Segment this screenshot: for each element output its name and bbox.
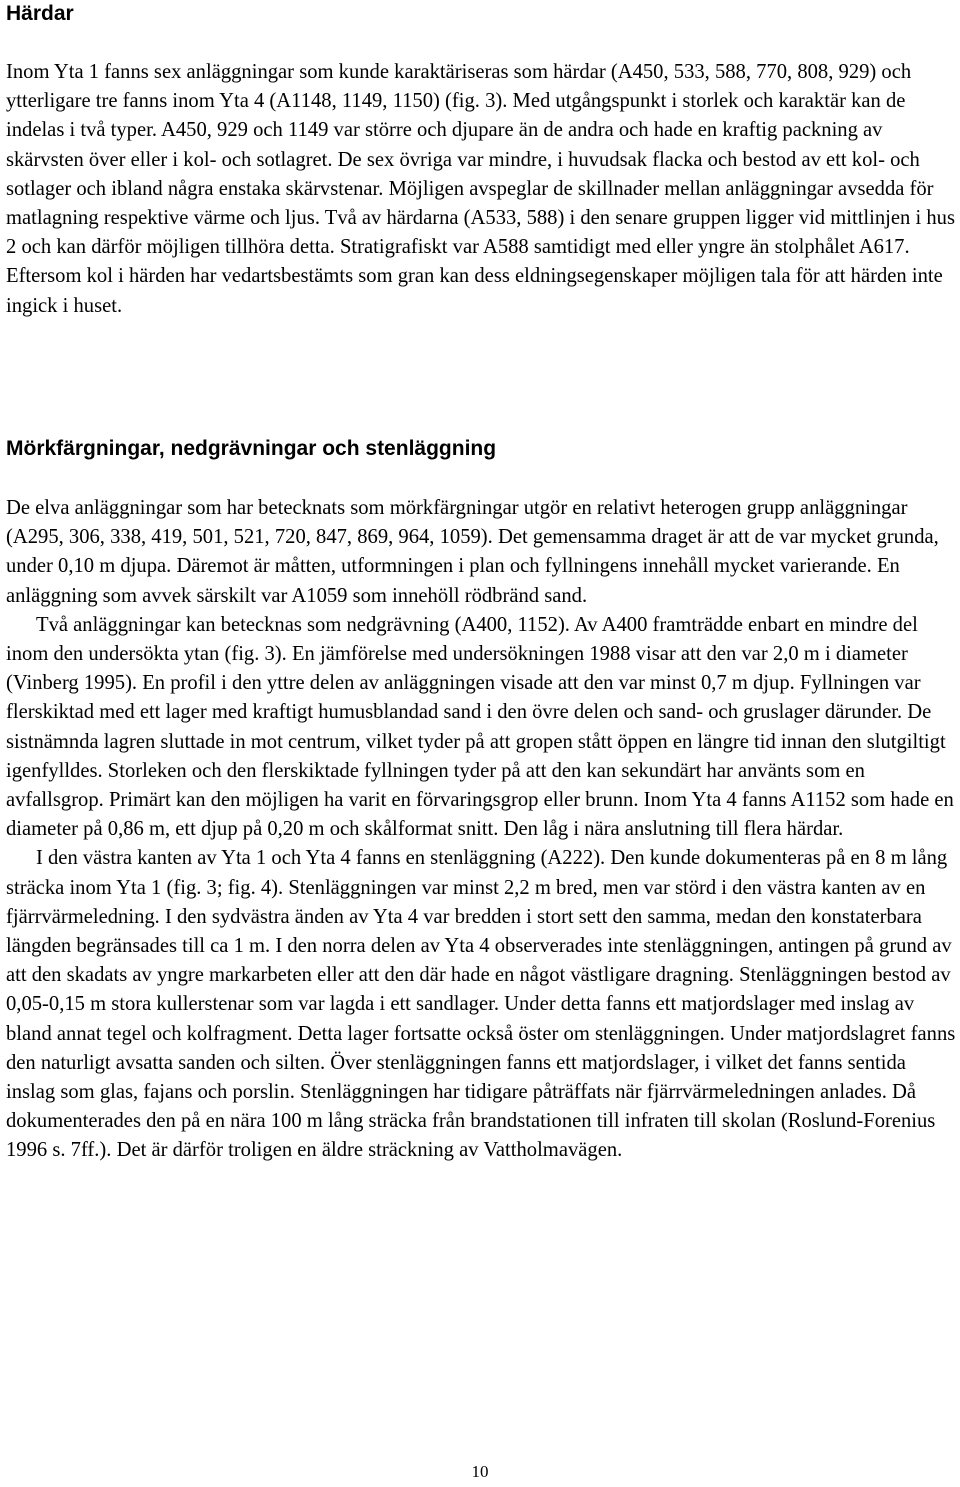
paragraph: I den västra kanten av Yta 1 och Yta 4 fanns en stenläggning (A222). Den kunde dokumenteras på en 8 m lång sträcka inom Yta 1 (fig. 3; fig. 4). Stenläggningen var minst 2,2 m bred, men var störd i den västra kanten av en fjärrvärmeledning. I den sydvästra änden av Yta 4 var bredden i stort sett den samma, medan den konstaterbara längden begränsades till ca 1 m. I den norra delen av Yta 4 observerades inte stenläggningen, antingen på grund av att den skadats av yngre markarbeten eller att den där hade en något västligare dragning. Stenläggningen bestod av 0,05-0,15 m stora kullerstenar som var lagda i ett sandlager. Under detta fanns ett matjordslager med inslag av bland annat tegel och kolfragment. Detta lager fortsatte också öster om stenläggningen. Under matjordslagret fanns den naturligt avsatta sanden och silten. Över stenläggningen fanns ett matjordslager, i vilket det fanns sentida inslag som glas, fajans och porslin. Stenläggningen har tidigare påträffats när fjärrvärmeledningen anlades. Då dokumenterades den på en nära 100 m lång sträcka från brandstationen till infraten till skolan (Roslund-Forenius 1996 s. 7ff.). Det är därför troligen en äldre sträckning av Vattholmavägen.: [6, 847, 956, 1162]
section-heading-morkfargningar: Mörkfärgningar, nedgrävningar och stenläggning: [6, 437, 497, 460]
section-body-morkfargningar: [6, 494, 958, 1166]
section-body-hardar: [6, 58, 958, 321]
paragraph: De elva anläggningar som har betecknats som mörkfärgningar utgör en relativt heterogen grupp anläggningar (A295, 306, 338, 419, 501, 521, 720, 847, 869, 964, 1059). Det gemensamma draget är att de var mycket grunda, under 0,10 m djupa. Däremot är måtten, utformningen i plan och fyllningens innehåll mycket varierande. En anläggning som avvek särskilt var A1059 som innehöll rödbränd sand.: [6, 497, 939, 607]
section-heading-hardar: Härdar: [6, 2, 74, 25]
paragraph: Inom Yta 1 fanns sex anläggningar som kunde karaktäriseras som härdar (A450, 533, 588, 770, 808, 929) och ytterligare tre fanns inom Yta 4 (A1148, 1149, 1150) (fig. 3). Med utgångspunkt i storlek och karaktär kan de indelas i två typer. A450, 929 och 1149 var större och djupare än de andra och hade en kraftig packning av skärvsten över eller i kol- och sotlagret. De sex övriga var mindre, i huvudsak flacka och bestod av ett kol- och sotlager och ibland några enstaka skärvstenar. Möjligen avspeglar de skillnader mellan anläggningar avsedda för matlagning respektive värme och ljus. Två av härdarna (A533, 588) i den senare gruppen ligger vid mittlinjen i hus 2 och kan därför möjligen tillhöra detta. Stratigrafiskt var A588 samtidigt med eller yngre än stolphålet A617. Eftersom kol i härden har vedartsbestämts som gran kan dess eldningsegenskaper möjligen tala för att härden inte ingick i huset.: [6, 61, 955, 317]
paragraph: Två anläggningar kan betecknas som nedgrävning (A400, 1152). Av A400 framträdde enbart en mindre del inom den undersökta ytan (fig. 3). En jämförelse med undersökningen 1988 visar att den var 2,0 m i diameter (Vinberg 1995). En profil i den yttre delen av anläggningen visade att den var minst 0,7 m djup. Fyllningen var flerskiktad med ett lager med kraftigt humusblandad sand i den övre delen och sand- och gruslager därunder. De sistnämnda lagren sluttade in mot centrum, vilket tyder på att gropen stått öppen en längre tid innan den slutgiltigt igenfylldes. Storleken och den flerskiktade fyllningen tyder på att den kan sekundärt har använts som en avfallsgrop. Primärt kan den möjligen ha varit en förvaringsgrop eller brunn. Inom Yta 4 fanns A1152 som hade en diameter på 0,86 m, ett djup på 0,20 m och skålformat snitt. Den låg i nära anslutning till flera härdar.: [6, 613, 954, 841]
page-number: 10: [471, 1462, 489, 1481]
